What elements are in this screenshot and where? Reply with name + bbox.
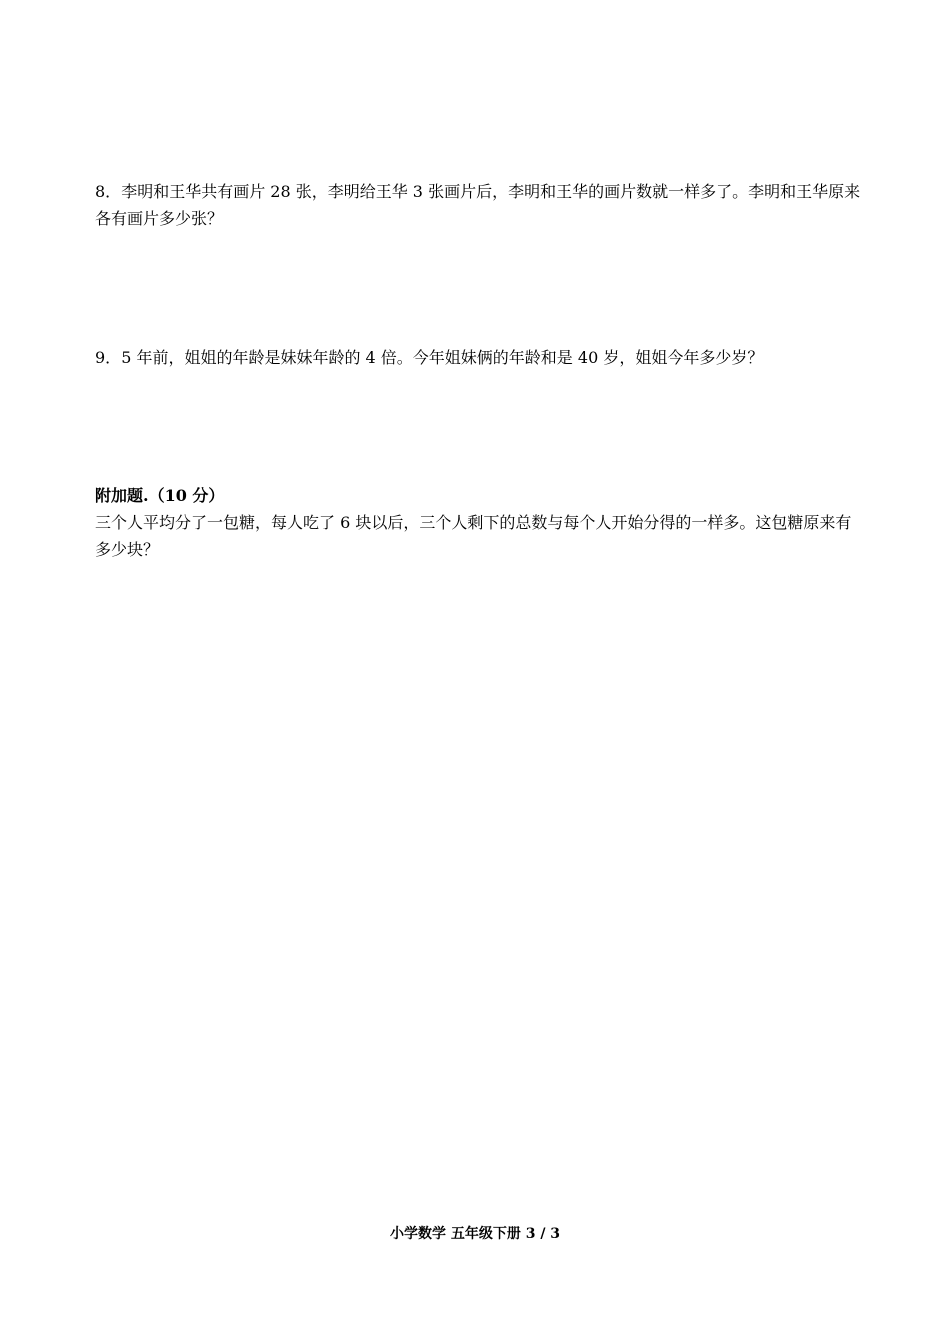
question-text: 5 年前，姐姐的年龄是妹妹年龄的 4 倍。今年姐妹俩的年龄和是 40 岁，姐姐今年多少岁？ [121, 348, 764, 367]
page-footer: 小学数学 五年级下册 3 / 3 [389, 1226, 561, 1242]
question-text: 李明和王华共有画片 28 张，李明给王华 3 张画片后，李明和王华的画片数就一样多了。李明和王华原来各有画片多少张？ [95, 182, 861, 228]
bonus-text: 三个人平均分了一包糖，每人吃了 6 块以后，三个人剩下的总数与每个人开始分得的一样多。这包糖原来有多少块？ [95, 513, 852, 559]
bonus-question [95, 482, 865, 563]
question-number: 9． [95, 348, 122, 367]
question-9 [95, 344, 865, 371]
question-8 [95, 178, 865, 232]
question-number: 8． [95, 182, 122, 201]
bonus-heading: 附加题.（10 分） [95, 486, 225, 505]
